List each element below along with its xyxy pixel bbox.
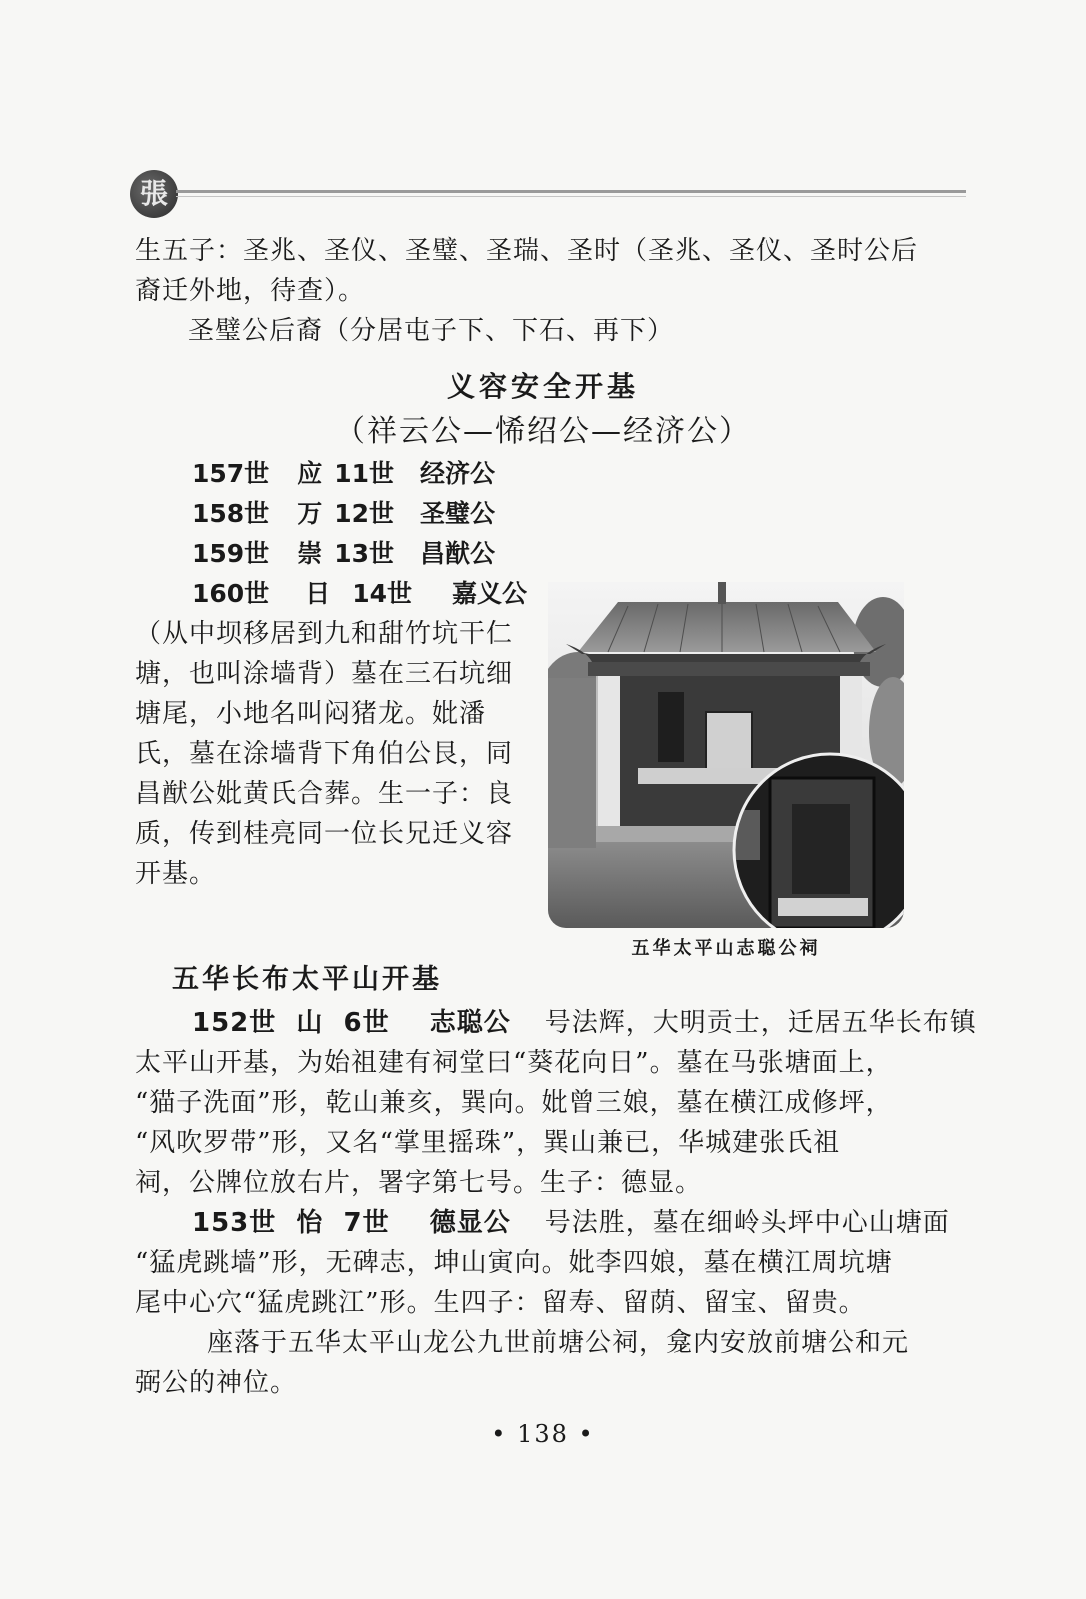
para1-first-line <box>192 1003 977 1043</box>
para-line: 氏，墓在涂墙背下角伯公艮，同 <box>135 739 514 769</box>
header-rule-thin <box>176 196 966 197</box>
gen-heading-152: 152世 山 6世 志聪公 <box>192 1008 511 1038</box>
para3-line-2: 弼公的神位。 <box>135 1368 298 1398</box>
section-title-yirong: 义容安全开基 <box>446 370 639 403</box>
gen-number: 160世 <box>192 579 270 608</box>
gen-name: 嘉义公 <box>452 579 528 608</box>
intro-line-2: 裔迁外地，待查）。 <box>135 276 366 306</box>
gen-char: 万 <box>297 499 323 528</box>
header-rule <box>176 190 966 193</box>
photo-caption: 五华太平山志聪公祠 <box>631 938 821 959</box>
gen-char: 日 <box>305 579 331 608</box>
gen-local: 14世 <box>352 579 412 608</box>
gen-local: 13世 <box>334 539 394 568</box>
para1-line: 太平山开基，为始祖建有祠堂曰“葵花向日”。墓在马张塘面上， <box>135 1048 893 1078</box>
gen-name: 昌猷公 <box>420 539 496 568</box>
para2-first-line <box>192 1203 950 1243</box>
gen-char: 应 <box>297 459 323 488</box>
gen-row-1 <box>192 454 495 494</box>
para2-line: “猛虎跳墙”形，无碑志，坤山寅向。妣李四娘，墓在横江周坑塘 <box>135 1248 893 1278</box>
intro-line-3: 圣璧公后裔（分居屯子下、下石、再下） <box>188 316 675 346</box>
gen-heading-153: 153世 怡 7世 德显公 <box>192 1208 511 1238</box>
gen-number: 158世 <box>192 499 270 528</box>
header-seal: 張 <box>130 170 178 218</box>
para2-line: 尾中心穴“猛虎跳江”形。生四子：留寿、留荫、留宝、留贵。 <box>135 1288 866 1318</box>
para-line: 昌猷公妣黄氏合葬。生一子：良 <box>135 779 514 809</box>
gen-local: 11世 <box>334 459 394 488</box>
gen-local: 12世 <box>334 499 394 528</box>
gen-row-3 <box>192 534 495 574</box>
section-subtitle-lineage: （祥云公—悕绍公—经济公） <box>335 414 751 449</box>
gen-name: 圣璧公 <box>420 499 496 528</box>
page-number: • 138 • <box>491 1420 595 1448</box>
ancestral-hall-photo <box>548 582 904 928</box>
para2-line-1: 号法胜，墓在细岭头坪中心山塘面 <box>544 1208 950 1238</box>
para-line: （从中坝移居到九和甜竹坑干仁 <box>135 619 514 649</box>
para-line: 塘尾，小地名叫闷猪龙。妣潘 <box>135 699 487 729</box>
para1-line: “猫子洗面”形，乾山兼亥，巽向。妣曾三娘，墓在横江成修坪， <box>135 1088 893 1118</box>
para-line: 塘，也叫涂墙背）墓在三石坑细 <box>135 659 514 689</box>
intro-line-1: 生五子：圣兆、圣仪、圣璧、圣瑞、圣时（圣兆、圣仪、圣时公后 <box>135 236 919 266</box>
para1-line: “风吹罗带”形，又名“掌里摇珠”，巽山兼已，华城建张氏祖 <box>135 1128 841 1158</box>
gen-row-4 <box>192 574 527 614</box>
gen-number: 159世 <box>192 539 270 568</box>
hall-illustration <box>548 582 904 928</box>
gen-number: 157世 <box>192 459 270 488</box>
para1-line: 祠，公牌位放右片，署字第七号。生子：德显。 <box>135 1168 703 1198</box>
para1-line-1: 号法辉，大明贡士，迁居五华长布镇 <box>544 1008 977 1038</box>
para-line: 质，传到桂亮同一位长兄迁义容 <box>135 819 514 849</box>
gen-row-2 <box>192 494 495 534</box>
gen-char: 崇 <box>297 539 323 568</box>
section-title-taipingshan: 五华长布太平山开基 <box>172 964 442 995</box>
para-line: 开基。 <box>135 859 217 889</box>
gen-name: 经济公 <box>420 459 496 488</box>
para3-line-1: 座落于五华太平山龙公九世前塘公祠，龛内安放前塘公和元 <box>207 1328 910 1358</box>
